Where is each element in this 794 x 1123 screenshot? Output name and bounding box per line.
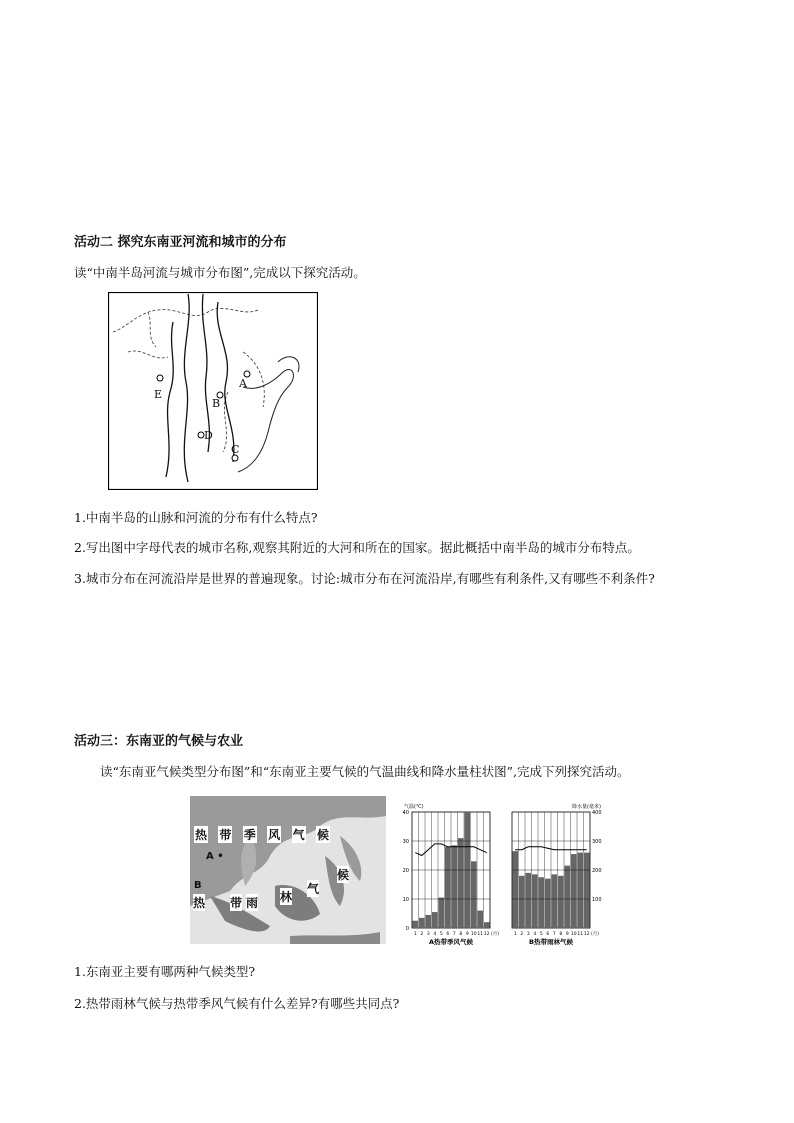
y-tick-label: 20 <box>402 868 409 874</box>
x-axis-unit: (月) <box>591 932 600 937</box>
x-tick-label: 7 <box>452 932 456 937</box>
precip-bar <box>519 876 525 928</box>
precip-bar <box>484 922 490 928</box>
rainforest-char-1: 带 <box>230 896 243 910</box>
x-axis-unit: (月) <box>491 932 500 937</box>
x-tick-label: 12 <box>483 932 490 937</box>
precip-bar <box>478 911 484 928</box>
precip-bar <box>513 851 519 928</box>
x-tick-label: 8 <box>459 932 463 937</box>
precip-bar <box>526 873 532 928</box>
rainforest-char-0: 热 <box>193 896 206 910</box>
indochina-river-city-map <box>108 292 318 490</box>
rainforest-char-2: 雨 <box>246 896 259 910</box>
activity3-intro: 读“东南亚气候类型分布图”和“东南亚主要气候的气温曲线和降水量柱状图”,完成下列探究活动。 <box>100 764 630 779</box>
x-tick-label: 9 <box>465 932 469 937</box>
x-tick-label: 1 <box>413 932 417 937</box>
y-tick-label: 10 <box>402 897 409 903</box>
x-tick-label: 9 <box>565 932 569 937</box>
x-tick-label: 2 <box>520 932 524 937</box>
x-tick-label: 11 <box>477 932 484 937</box>
map-label-a: A <box>239 377 247 390</box>
climate-point-a: A • <box>206 851 224 862</box>
x-tick-label: 3 <box>526 932 530 937</box>
precip-bar <box>578 853 584 928</box>
precip-bar <box>571 854 577 928</box>
chart-title: B热带雨林气候 <box>529 938 573 946</box>
x-tick-label: 3 <box>426 932 430 937</box>
precip-bar <box>584 853 590 928</box>
y-tick-label: 300 <box>592 839 602 845</box>
y-tick-label: 0 <box>405 926 409 932</box>
precip-bar <box>432 912 438 928</box>
precip-bar <box>445 847 451 928</box>
x-tick-label: 7 <box>552 932 556 937</box>
precip-bar <box>452 845 458 928</box>
city-e-marker <box>157 375 163 381</box>
precip-bar <box>545 879 551 928</box>
y-tick-label: 200 <box>592 868 602 874</box>
y-axis-label: 气温(℃) <box>404 804 424 810</box>
rainforest-char-5: 候 <box>337 868 350 882</box>
map-label-d: D <box>204 429 213 442</box>
x-tick-label: 11 <box>577 932 584 937</box>
activity2-question-1: 1.中南半岛的山脉和河流的分布有什么特点? <box>74 510 318 525</box>
x-tick-label: 2 <box>420 932 424 937</box>
activity2-question-2: 2.写出图中字母代表的城市名称,观察其附近的大河和所在的国家。据此概括中南半岛的城市分布特点。 <box>74 540 640 555</box>
map-label-c: C <box>231 443 240 456</box>
x-tick-label: 6 <box>546 932 550 937</box>
map-label-b: B <box>212 397 221 410</box>
x-tick-label: 10 <box>470 932 477 937</box>
rainforest-char-4: 气 <box>307 882 320 896</box>
x-tick-label: 6 <box>446 932 450 937</box>
precip-bar <box>413 921 419 928</box>
precip-bar <box>539 877 545 928</box>
x-tick-label: 12 <box>583 932 590 937</box>
precip-bar <box>552 874 558 928</box>
activity2-question-3: 3.城市分布在河流沿岸是世界的普遍现象。讨论:城市分布在河流沿岸,有哪些有利条件,又有哪些不利条件? <box>74 571 655 586</box>
precip-bar <box>471 861 477 928</box>
x-tick-label: 4 <box>433 932 437 937</box>
climate-point-b: B <box>194 880 202 891</box>
activity3-question-2: 2.热带雨林气候与热带季风气候有什么差异?有哪些共同点? <box>74 996 400 1011</box>
precip-bar <box>419 918 425 928</box>
precip-bar <box>532 874 538 928</box>
chart-title: A热带季风气候 <box>428 938 474 946</box>
x-tick-label: 5 <box>439 932 443 937</box>
rainforest-char-3: 林 <box>280 890 293 904</box>
precip-bar <box>426 915 432 928</box>
precip-bar <box>558 876 564 928</box>
activity3-question-1: 1.东南亚主要有哪两种气候类型? <box>74 964 256 979</box>
x-tick-label: 4 <box>533 932 537 937</box>
monsoon-climate-label: 热 带 季 风 气 候 <box>195 828 329 842</box>
x-tick-label: 8 <box>559 932 563 937</box>
y-tick-label: 30 <box>402 839 409 845</box>
y-tick-label: 40 <box>402 810 409 816</box>
activity2-heading: 活动二 探究东南亚河流和城市的分布 <box>74 235 287 250</box>
y-tick-label: 400 <box>592 810 602 816</box>
precip-bar <box>565 866 571 928</box>
activity3-heading: 活动三：东南亚的气候与农业 <box>74 734 244 749</box>
x-tick-label: 1 <box>513 932 517 937</box>
x-tick-label: 10 <box>570 932 577 937</box>
activity2-intro: 读“中南半岛河流与城市分布图”,完成以下探究活动。 <box>74 265 366 280</box>
x-tick-label: 5 <box>539 932 543 937</box>
precip-bar <box>458 838 464 928</box>
climate-charts <box>398 796 608 954</box>
southeast-asia-climate-map <box>190 796 386 944</box>
precip-bar <box>439 898 445 928</box>
y-axis-label: 降水量(毫米) <box>572 804 601 810</box>
y-tick-label: 100 <box>592 897 602 903</box>
map-label-e: E <box>154 388 163 401</box>
